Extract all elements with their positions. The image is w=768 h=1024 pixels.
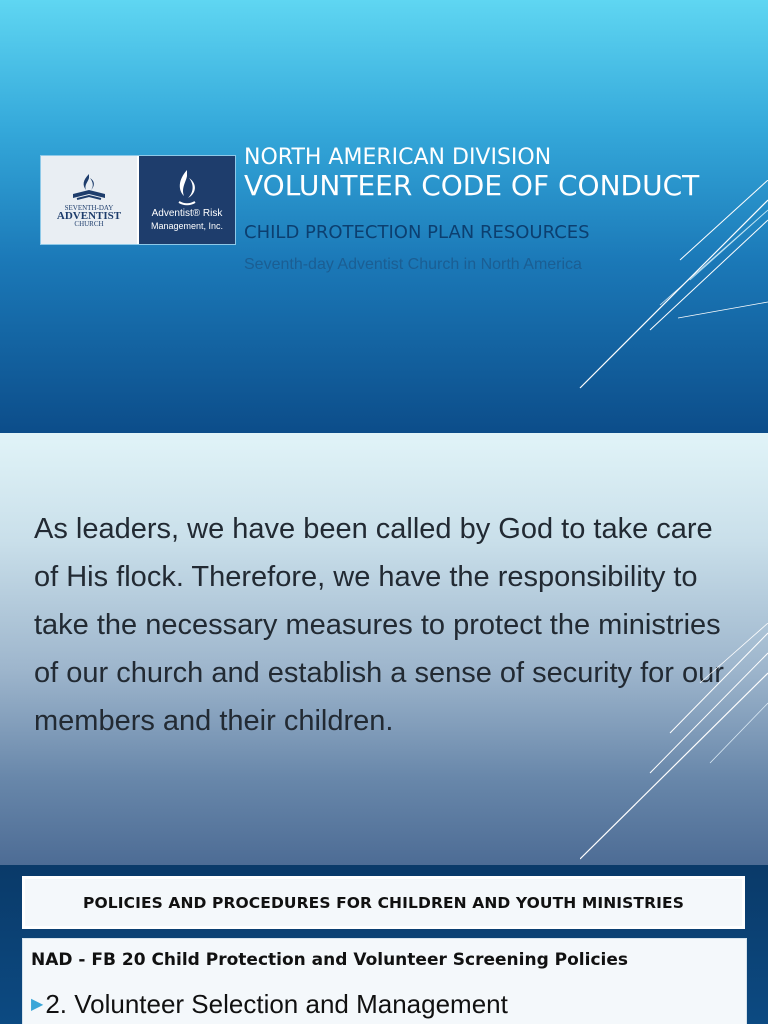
slide-subtitle: CHILD PROTECTION PLAN RESOURCES (244, 222, 590, 243)
slide-title: VOLUNTEER CODE OF CONDUCT (244, 169, 700, 202)
decorative-lines (560, 180, 768, 400)
arm-logo-text (151, 208, 223, 232)
sda-flame-book-icon (69, 172, 109, 204)
policy-heading: NAD - FB 20 Child Protection and Volunteer Screening Policies (31, 950, 629, 970)
division-heading: NORTH AMERICAN DIVISION (244, 145, 552, 170)
policies-content (22, 938, 747, 1024)
body-paragraph: As leaders, we have been called by God to take care of His flock. Therefore, we have the responsibility to take the necessary measures to protect the ministries of our church and establish a sense of security for our members and their children. (34, 513, 724, 737)
organization-name: Seventh-day Adventist Church in North America (244, 256, 582, 273)
quote-slide (0, 433, 768, 865)
policies-slide (0, 865, 768, 1024)
bullet-arrow-icon: ▶ (31, 996, 44, 1013)
arm-logo-line1: Adventist® Risk (151, 208, 223, 219)
sda-church-logo (41, 156, 139, 244)
sda-logo-line3: CHURCH (74, 220, 104, 228)
policies-title: POLICIES AND PROCEDURES FOR CHILDREN AND YOUTH MINISTRIES (83, 893, 684, 912)
sda-logo-text (57, 204, 121, 228)
sda-logo-line2: ADVENTIST (56, 210, 122, 222)
arm-logo-line2: Management, Inc. (150, 221, 224, 231)
arm-logo (139, 156, 235, 244)
title-slide (0, 0, 768, 433)
decorative-lines (580, 623, 768, 863)
policies-title-box (22, 876, 745, 929)
bullet-item-text: 2. Volunteer Selection and Management (45, 989, 508, 1019)
arm-flame-icon (172, 168, 202, 208)
bullet-item (31, 989, 508, 1020)
logo-banner (40, 155, 236, 245)
decorative-lines-small (678, 300, 768, 320)
sda-logo-line1: SEVENTH-DAY (64, 204, 114, 212)
